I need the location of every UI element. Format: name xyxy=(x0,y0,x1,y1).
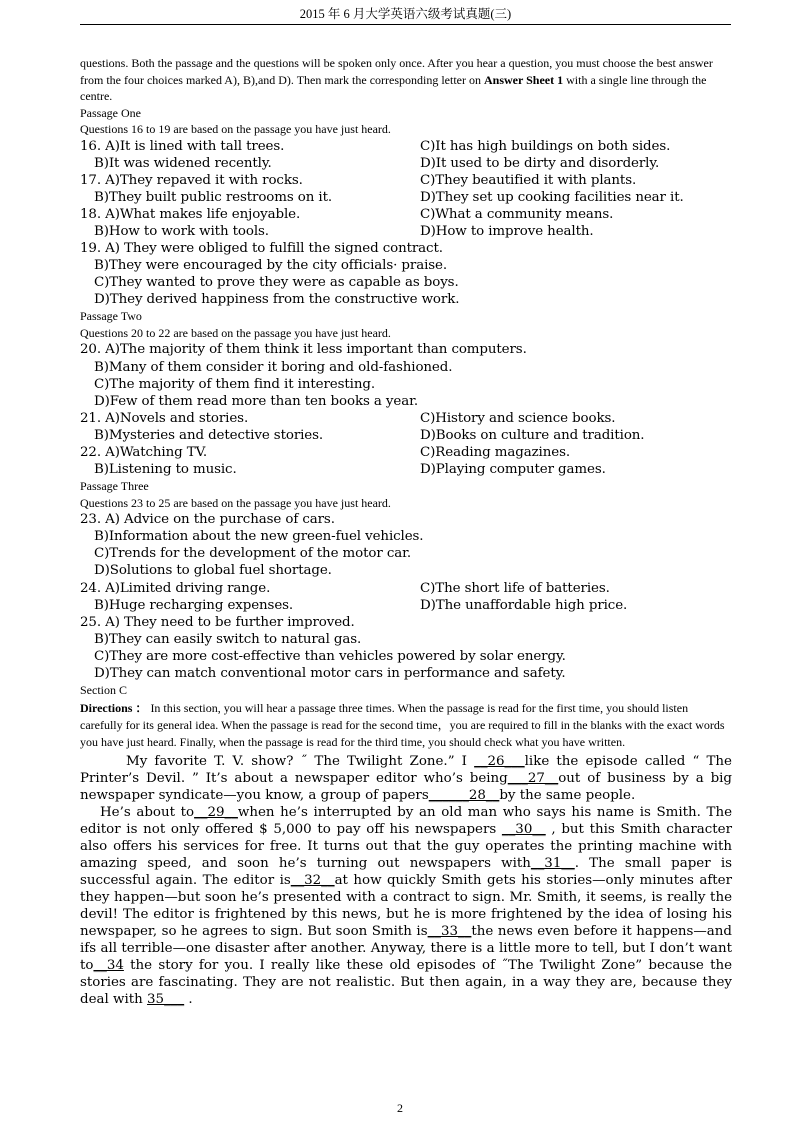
question-row xyxy=(80,189,732,206)
blank-29: __29__ xyxy=(194,804,238,820)
option: D)They set up cooking facilities near it. xyxy=(420,189,684,205)
passage-note: Questions 20 to 22 are based on the passage you have just heard. xyxy=(80,325,391,340)
dictation-passage xyxy=(80,753,732,1008)
option: 19. A) They were obliged to fulfill the signed contract. xyxy=(80,241,443,257)
blank-31: __31__ xyxy=(530,855,575,871)
page-number: 2 xyxy=(397,1101,403,1115)
instructions: questions. Both the passage and the questions will be spoken only once. After you hear a question, you must choose the best answer from the four choices marked A), B),and D). Then mark the corresponding letter on Answer Sheet 1 with a single line through the centre. xyxy=(80,56,713,103)
question-row xyxy=(80,138,732,155)
option: D)Books on culture and tradition. xyxy=(420,427,645,443)
answer-sheet-label: Answer Sheet 1 xyxy=(484,72,564,87)
paragraph: My favorite T. V. show? ˝ The Twilight Zone.” I __26___like the episode called “ The Printer’s Devil. ” It’s about a newspaper editor who’s being___27__out of business by a big newspaper syndicate—you know, a group of papers______28__by the same people. xyxy=(80,753,733,803)
question-block xyxy=(80,138,732,309)
option: C)They beautified it with plants. xyxy=(420,172,637,188)
page-content xyxy=(80,55,732,1008)
passage-title: Passage Two xyxy=(80,309,142,324)
question-row xyxy=(80,461,732,478)
question-row xyxy=(80,172,732,189)
option: 24. A)Limited driving range. xyxy=(80,580,271,596)
option: C)What a community means. xyxy=(420,206,614,222)
option: B)Huge recharging expenses. xyxy=(94,597,294,613)
question-row xyxy=(80,410,732,427)
directions-label: Directions ： xyxy=(80,700,148,715)
option: C)Reading magazines. xyxy=(420,445,571,460)
option: B)Many of them consider it boring and old-fashioned. xyxy=(94,359,453,375)
option: B)They can easily switch to natural gas. xyxy=(94,631,362,647)
blank-28: ______28__ xyxy=(428,787,500,803)
option: C)Trends for the development of the motor car. xyxy=(94,546,412,562)
option: 18. A)What makes life enjoyable. xyxy=(80,206,301,222)
option: 16. A)It is lined with tall trees. xyxy=(80,138,285,154)
blank-34: __34 xyxy=(93,957,124,973)
option: D)The unaffordable high price. xyxy=(420,597,628,613)
blank-33: __33__ xyxy=(427,923,472,939)
option: B)It was widened recently. xyxy=(94,155,272,171)
option: C)The majority of them find it interesting. xyxy=(94,376,375,392)
question-row xyxy=(80,155,732,172)
option: D)Few of them read more than ten books a year. xyxy=(94,393,419,409)
option: 21. A)Novels and stories. xyxy=(80,410,249,426)
option: 20. A)The majority of them think it less important than computers. xyxy=(80,342,527,358)
passage-title: Passage Three xyxy=(80,479,149,494)
directions: Directions ： In this section, you will hear a passage three times. When the passage is read for the first time, you should listen carefully for its general idea. When the passage is read for the second time，you are required to fill in the blanks with the exact words you have just heard. Finally, when the passage is read for the third time, you should check what you have written. xyxy=(80,700,725,749)
blank-30: __30__ xyxy=(501,821,546,837)
option: B)Listening to music. xyxy=(94,462,237,478)
passage-title: Passage One xyxy=(80,105,141,120)
page-header: 2015 年 6 月大学英语六级考试真题(三) xyxy=(80,4,731,25)
blank-27: ___27__ xyxy=(507,770,559,786)
question-block xyxy=(80,341,732,478)
option: D)How to improve health. xyxy=(420,223,594,239)
blank-32: __32__ xyxy=(290,872,335,888)
option: D)They derived happiness from the constructive work. xyxy=(94,292,460,308)
question-row xyxy=(80,597,732,614)
option: 25. A) They need to be further improved. xyxy=(80,614,355,630)
option: C)They are more cost-effective than vehicles powered by solar energy. xyxy=(94,648,566,664)
option: D)Playing computer games. xyxy=(420,462,606,478)
option: C)The short life of batteries. xyxy=(420,580,610,596)
question-row xyxy=(80,223,732,240)
option: C)History and science books. xyxy=(420,410,616,426)
option: D)It used to be dirty and disorderly. xyxy=(420,155,660,171)
option: C)It has high buildings on both sides. xyxy=(420,138,671,154)
option: D)They can match conventional motor cars in performance and safety. xyxy=(94,666,566,682)
paragraph: He’s about to__29__when he’s interrupted by an old man who says his name is Smith. The editor is not only offered $ 5,000 to pay off his newspapers __30__ , but this Smith character also offers his services for free. It turns out that the guy operates the printing machine with amazing speed, and soon he’s turning out newspapers with__31__. The small paper is successful again. The editor is__32__at how quickly Smith gets his stories—only minutes after they happen—but soon he’s presented with a contract to sign. Mr. Smith, it seems, is really the devil! The editor is frightened by this news, but he is more frightened by the idea of losing his newspaper, so he agrees to sign. But soon Smith is__33__the news even before it happens—and ifs all terrible—one disaster after another. Anyway, there is a little more to tell, but I don’t want to__34 the story for you. I really like these old episodes of ˝The Twilight Zone” because the stories are fascinating. They are not realistic. But then again, in a way they are, because they deal with 35___ . xyxy=(80,804,733,1007)
blank-26: __26___ xyxy=(474,753,525,769)
question-row xyxy=(80,580,732,597)
option: B)Information about the new green-fuel vehicles. xyxy=(94,529,424,545)
question-block xyxy=(80,511,732,682)
question-row xyxy=(80,206,732,223)
option: 23. A) Advice on the purchase of cars. xyxy=(80,512,335,528)
section-title: Section C xyxy=(80,683,127,698)
option: B)Mysteries and detective stories. xyxy=(94,427,324,443)
option: B)They built public restrooms on it. xyxy=(94,189,333,205)
option: C)They wanted to prove they were as capable as boys. xyxy=(94,275,459,291)
question-row xyxy=(80,427,732,444)
question-row xyxy=(80,444,732,461)
passage-note: Questions 23 to 25 are based on the passage you have just heard. xyxy=(80,495,391,510)
option: B)They were encouraged by the city officials· praise. xyxy=(94,258,448,274)
option: 17. A)They repaved it with rocks. xyxy=(80,172,303,188)
blank-35: 35___ xyxy=(147,991,185,1007)
option: 22. A)Watching TV. xyxy=(80,445,207,460)
option: D)Solutions to global fuel shortage. xyxy=(94,563,332,579)
option: B)How to work with tools. xyxy=(94,223,269,239)
passage-note: Questions 16 to 19 are based on the passage you have just heard. xyxy=(80,122,391,136)
